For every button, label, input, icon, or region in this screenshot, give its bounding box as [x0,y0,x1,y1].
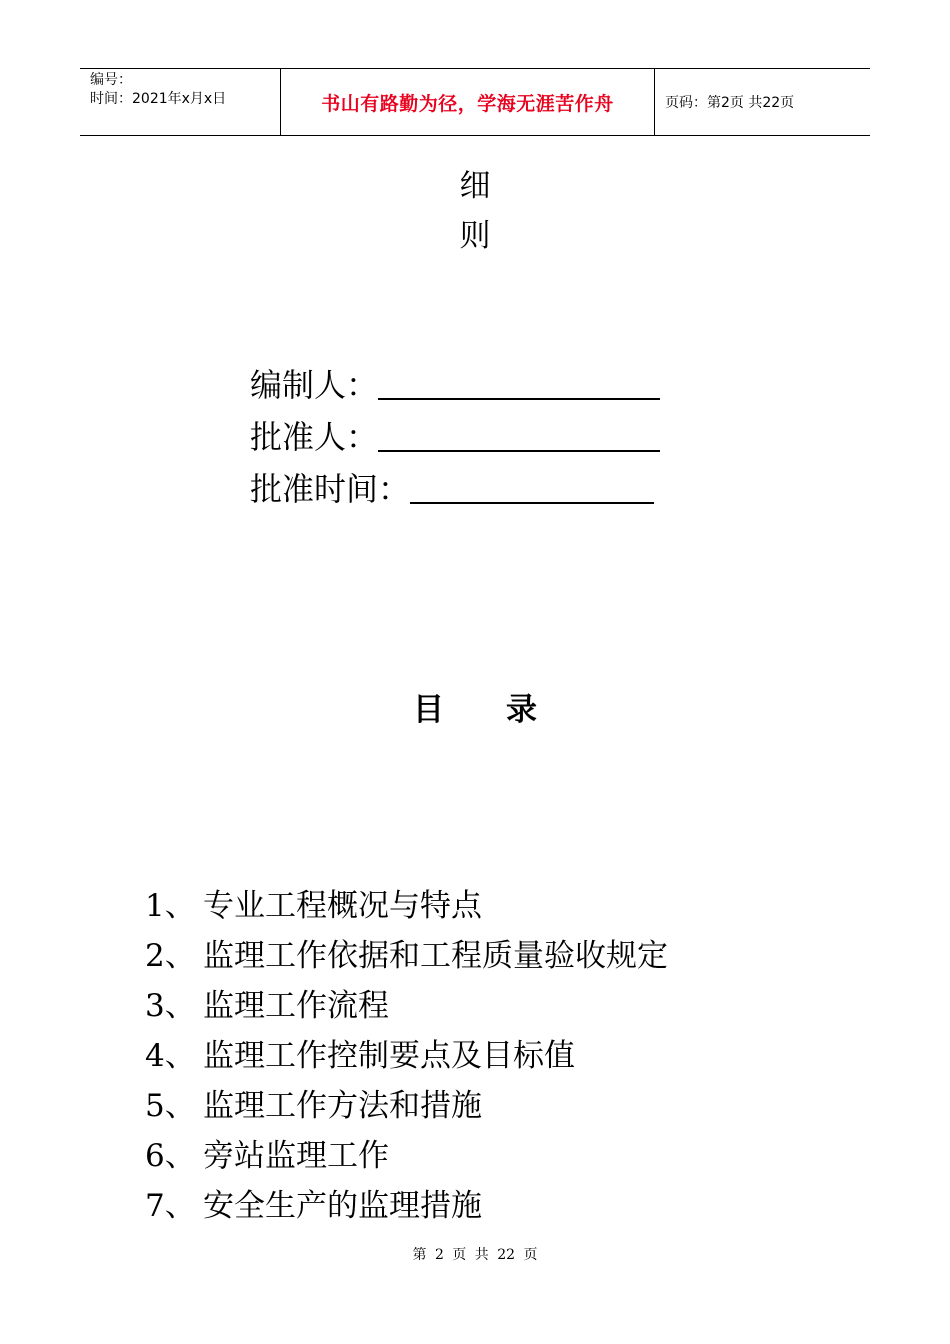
toc-heading-right: 录 [506,692,537,728]
header-motto: 书山有路勤为径，学海无涯苦作舟 [281,69,655,135]
toc-heading-left: 目 [413,692,444,728]
page-footer: 第 2 页 共 22 页 [412,1247,538,1263]
title-char-2: 则 [459,218,491,254]
toc-item [145,1136,389,1176]
approval-time-row [250,464,654,510]
author-row [250,360,660,406]
toc-item [145,986,389,1026]
document-time-label: 时间：2021年x月x日 [90,91,227,107]
approval-time-label: 批准时间： [250,470,411,508]
author-label: 编制人： [250,366,379,404]
toc-item-number: 6、 [145,1138,196,1174]
toc-item [145,886,482,926]
toc-item [145,1086,482,1126]
toc-item [145,1186,482,1226]
toc-item-number: 4、 [145,1038,196,1074]
toc-item-number: 7、 [145,1188,196,1224]
title-char-1: 细 [459,168,491,204]
page-header [80,68,870,136]
toc-item [145,1036,575,1076]
toc-item-number: 5、 [145,1088,196,1124]
toc-item-text: 监理工作控制要点及目标值 [203,1038,575,1074]
approver-blank-line[interactable] [378,416,660,452]
toc-item-text: 专业工程概况与特点 [203,888,482,924]
toc-item-text: 监理工作依据和工程质量验收规定 [203,938,668,974]
toc-item-number: 2、 [145,938,196,974]
toc-heading [0,690,950,730]
toc-item-number: 1、 [145,888,196,924]
toc-item-text: 监理工作流程 [203,988,389,1024]
toc-item-text: 旁站监理工作 [203,1138,389,1174]
approver-label: 批准人： [250,418,379,456]
approver-row [250,412,660,458]
author-blank-line[interactable] [378,364,660,400]
toc-item [145,936,668,976]
toc-item-number: 3、 [145,988,196,1024]
header-page-info: 页码：第2页 共22页 [665,95,795,111]
toc-item-text: 监理工作方法和措施 [203,1088,482,1124]
header-meta [80,69,281,135]
toc-item-text: 安全生产的监理措施 [203,1188,482,1224]
approval-time-blank-line[interactable] [410,468,654,504]
document-number-label: 编号： [90,72,132,88]
